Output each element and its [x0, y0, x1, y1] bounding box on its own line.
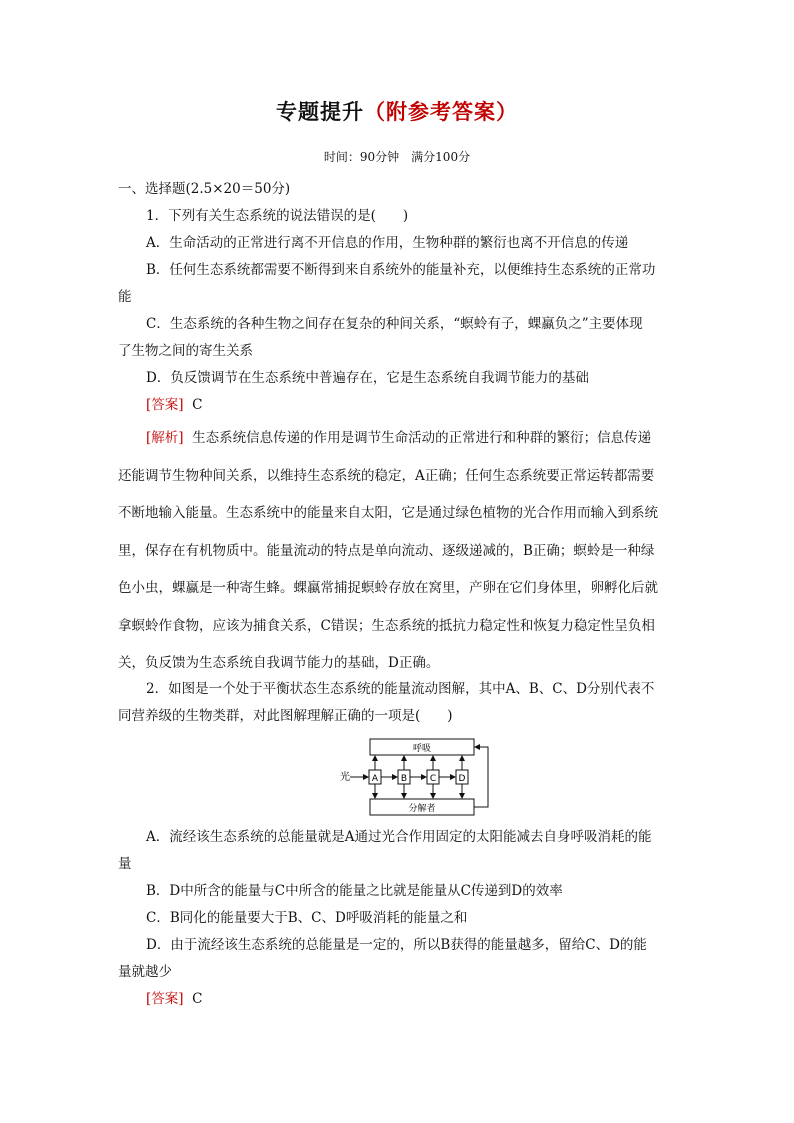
- question-1-block: [118, 176, 678, 419]
- exam-time-info: 时间：90分钟 满分100分: [323, 150, 471, 164]
- svg-text:B: B: [400, 774, 408, 784]
- answer-tag: [答案]: [146, 991, 184, 1007]
- section-heading: 一、选择题(2.5×20＝50分): [118, 181, 291, 197]
- respiration-label: 呼吸: [412, 744, 432, 754]
- svg-text:C: C: [429, 774, 437, 784]
- question-1-explanation: [118, 420, 678, 683]
- question-2-option-d: D．由于流经该生态系统的总能量是一定的，所以B获得的能量越多，留给C、D的能: [146, 937, 647, 953]
- light-label: 光: [340, 772, 350, 783]
- title-main: 专题提升: [276, 99, 364, 124]
- question-2-option-a-cont: 量: [118, 856, 132, 872]
- decomposer-label: 分解者: [408, 804, 436, 814]
- explanation-line: [解析] 生态系统信息传递的作用是调节生命活动的正常进行和种群的繁衍；信息传递: [146, 430, 652, 446]
- question-2-option-b: B．D中所含的能量与C中所含的能量之比就是能量从C传递到D的效率: [146, 883, 563, 899]
- explanation-line: 关，负反馈为生态系统自我调节能力的基础，D正确。: [118, 655, 440, 671]
- question-2-option-a: A．流经该生态系统的总能量就是A通过光合作用固定的太阳能减去自身呼吸消耗的能: [146, 829, 652, 845]
- question-2-answer: [118, 986, 678, 1013]
- answer-tag: [答案]: [146, 397, 184, 413]
- question-1-option-a: A．生命活动的正常进行离不开信息的作用，生物种群的繁衍也离不开信息的传递: [146, 235, 629, 251]
- svg-text:D: D: [458, 774, 466, 784]
- answer-value: C: [192, 991, 203, 1007]
- svg-text:A: A: [371, 774, 379, 784]
- question-1-option-c: C．生态系统的各种生物之间存在复杂的种间关系，“螟蛉有子，蜾蠃负之”主要体现: [146, 316, 643, 332]
- question-2-options: [118, 824, 678, 1013]
- explanation-tag: [解析]: [146, 430, 184, 446]
- explanation-line: 色小虫，蜾蠃是一种寄生蜂。蜾蠃常捕捉螟蛉存放在窝里，产卵在它们身体里，卵孵化后就: [118, 580, 658, 596]
- question-1-answer: [118, 392, 678, 419]
- page-title: [0, 96, 794, 126]
- question-2-stem: 2．如图是一个处于平衡状态生态系统的能量流动图解，其中A、B、C、D分别代表不: [146, 681, 655, 697]
- title-suffix: （附参考答案）: [364, 99, 518, 124]
- question-1-option-b-cont: 能: [118, 289, 132, 305]
- energy-flow-diagram: [336, 735, 496, 819]
- question-2-stem-cont: 同营养级的生物类群，对此图解理解正确的一项是( ): [118, 708, 453, 724]
- question-1-option-c-cont: 了生物之间的寄生关系: [118, 343, 253, 359]
- question-2-option-c: C．B同化的能量要大于B、C、D呼吸消耗的能量之和: [146, 910, 468, 926]
- question-1-option-d: D．负反馈调节在生态系统中普遍存在，它是生态系统自我调节能力的基础: [146, 370, 589, 386]
- explanation-line: 还能调节生物种间关系，以维持生态系统的稳定，A正确；任何生态系统要正常运转都需要: [118, 467, 655, 484]
- explanation-line: 拿螟蛉作食物，应该为捕食关系，C错误；生态系统的抵抗力稳定性和恢复力稳定性呈负相: [118, 617, 655, 634]
- question-2-stem-block: [118, 676, 678, 730]
- explanation-line: 不断地输入能量。生态系统中的能量来自太阳，它是通过绿色植物的光合作用而输入到系统: [118, 505, 658, 521]
- question-2-option-d-cont: 量就越少: [118, 964, 172, 980]
- question-1-stem: 1．下列有关生态系统的说法错误的是( ): [146, 208, 409, 224]
- explanation-line: 里，保存在有机物质中。能量流动的特点是单向流动、逐级递减的，B正确；螟蛉是一种绿: [118, 542, 655, 559]
- question-1-option-b: B．任何生态系统都需要不断得到来自系统外的能量补充，以便维持生态系统的正常功: [146, 262, 656, 278]
- answer-value: C: [192, 397, 203, 413]
